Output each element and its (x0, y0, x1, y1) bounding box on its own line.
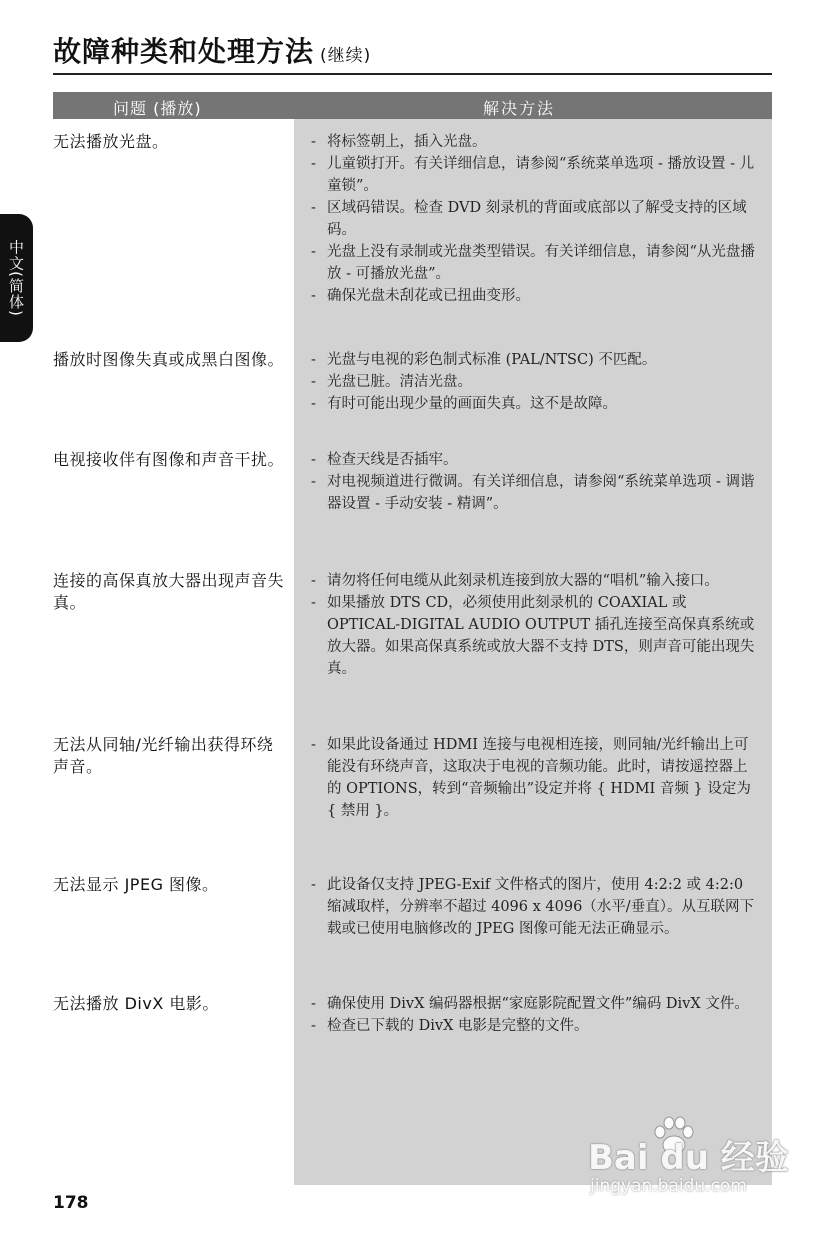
solution-item: - 光盘上没有录制或光盘类型错误。有关详细信息，请参阅“从光盘播放 - 可播放光盘”。 (307, 241, 759, 285)
page-title-suffix: (继续) (320, 46, 372, 66)
solution-list (307, 993, 759, 1037)
solution-item: - 区域码错误。检查 DVD 刻录机的背面或底部以了解受支持的区域码。 (307, 197, 759, 241)
page-title (53, 30, 371, 70)
solution-item: - 如果播放 DTS CD，必须使用此刻录机的 COAXIAL 或 OPTICAL-DIGITAL AUDIO OUTPUT 插孔连接至高保真系统或放大器。如果高保真系统或放大器不支持 DTS，则声音可能出现失真。 (307, 592, 759, 680)
baidu-watermark (588, 1122, 789, 1202)
title-rule (53, 73, 772, 75)
header-problem: 问题 (播放) (113, 99, 202, 118)
solution-list (307, 349, 759, 415)
page-number: 178 (53, 1193, 89, 1213)
solution-item: - 如果此设备通过 HDMI 连接与电视相连接，则同轴/光纤输出上可能没有环绕声音，这取决于电视的音频功能。此时，请按遥控器上的 OPTIONS，转到“音频输出”设定并将 { HDMI 音频 } 设定为 { 禁用 }。 (307, 734, 759, 822)
solution-item: - 确保使用 DivX 编码器根据“家庭影院配置文件”编码 DivX 文件。 (307, 993, 759, 1015)
solution-list (307, 570, 759, 680)
solution-list (307, 734, 759, 822)
solution-item: - 将标签朝上，插入光盘。 (307, 131, 759, 153)
table-header (53, 92, 772, 119)
problem-text: 无法显示 JPEG 图像。 (53, 875, 219, 894)
watermark-logo: Bai du 经验 (588, 1138, 789, 1178)
solution-item: - 请勿将任何电缆从此刻录机连接到放大器的“唱机”输入接口。 (307, 570, 759, 592)
solution-list (307, 131, 759, 307)
solution-item: - 检查天线是否插牢。 (307, 449, 759, 471)
solution-item: - 检查已下载的 DivX 电影是完整的文件。 (307, 1015, 759, 1037)
language-side-tab (0, 214, 33, 342)
solution-item: - 确保光盘未刮花或已扭曲变形。 (307, 285, 759, 307)
solution-item: - 此设备仅支持 JPEG-Exif 文件格式的图片，使用 4:2:2 或 4:2:0 缩减取样，分辨率不超过 4096 x 4096（水平/垂直）。从互联网下载或已使用电脑修改的 JPEG 图像可能无法正确显示。 (307, 874, 759, 940)
problem-text: 播放时图像失真或成黑白图像。 (53, 350, 285, 369)
language-side-tab-label: 中文(简体) (7, 239, 25, 317)
solution-list (307, 449, 759, 515)
solution-item: - 对电视频道进行微调。有关详细信息，请参阅“系统菜单选项 - 调谐器设置 - 手动安装 - 精调”。 (307, 471, 759, 515)
solution-list (307, 874, 759, 940)
solution-item: - 光盘已脏。清洁光盘。 (307, 371, 759, 393)
header-solution: 解决方法 (483, 99, 556, 118)
watermark-url: jingyan.baidu.com (590, 1176, 747, 1196)
solution-item: - 有时可能出现少量的画面失真。这不是故障。 (307, 393, 759, 415)
problem-text: 连接的高保真放大器出现声音失真。 (53, 571, 285, 612)
page-title-text: 故障种类和处理方法 (53, 35, 315, 68)
solution-item: - 光盘与电视的彩色制式标准 (PAL/NTSC) 不匹配。 (307, 349, 759, 371)
problem-text: 无法播放光盘。 (53, 132, 169, 151)
problem-text: 电视接收伴有图像和声音干扰。 (53, 450, 285, 469)
solution-item: - 儿童锁打开。有关详细信息，请参阅“系统菜单选项 - 播放设置 - 儿童锁”。 (307, 153, 759, 197)
problem-text: 无法播放 DivX 电影。 (53, 994, 219, 1013)
problem-text: 无法从同轴/光纤输出获得环绕声音。 (53, 735, 274, 776)
